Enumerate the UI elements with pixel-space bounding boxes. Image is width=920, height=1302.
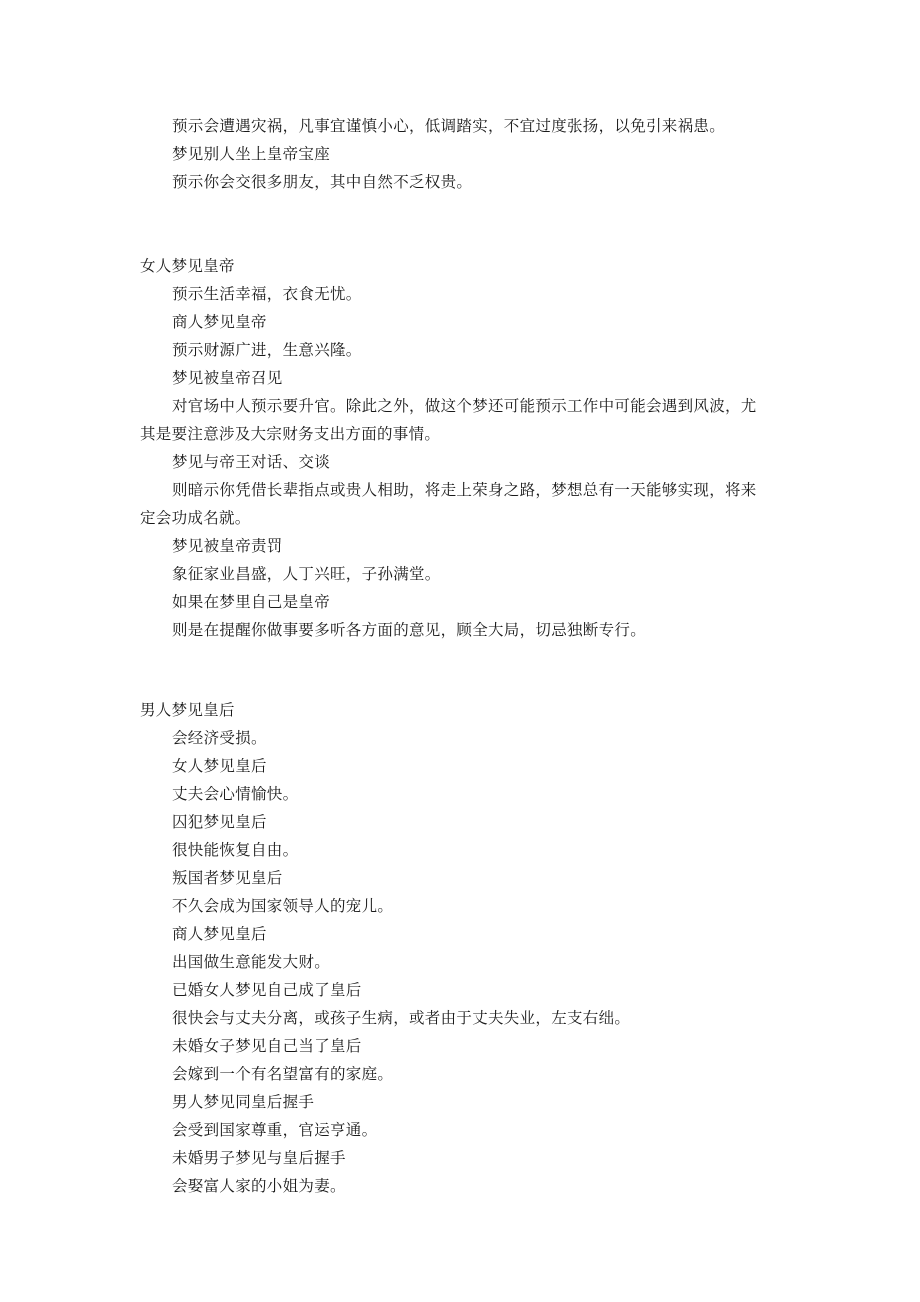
paragraph-line: 商人梦见皇后 (172, 925, 267, 943)
paragraph-line: 预示生活幸福，衣食无忧。 (172, 285, 362, 303)
paragraph-line: 其是要注意涉及大宗财务支出方面的事情。 (140, 425, 441, 443)
paragraph-line: 很快会与丈夫分离，或孩子生病，或者由于丈夫失业，左支右绌。 (172, 1009, 631, 1027)
paragraph-line: 女人梦见皇后 (172, 757, 267, 775)
paragraph-line: 囚犯梦见皇后 (172, 813, 267, 831)
paragraph-line: 则暗示你凭借长辈指点或贵人相助，将走上荣身之路，梦想总有一天能够实现，将来 (172, 481, 757, 499)
paragraph-line: 则是在提醒你做事要多听各方面的意见，顾全大局，切忌独断专行。 (172, 621, 647, 639)
paragraph-line: 会娶富人家的小姐为妻。 (172, 1177, 346, 1195)
paragraph-line: 对官场中人预示要升官。除此之外，做这个梦还可能预示工作中可能会遇到风波，尤 (172, 397, 757, 415)
paragraph-line: 梦见被皇帝责罚 (172, 537, 283, 555)
paragraph-line: 未婚女子梦见自己当了皇后 (172, 1037, 362, 1055)
paragraph-line: 定会功成名就。 (140, 509, 251, 527)
paragraph-line: 出国做生意能发大财。 (172, 953, 331, 971)
paragraph-line: 已婚女人梦见自己成了皇后 (172, 981, 362, 999)
paragraph-line: 男人梦见同皇后握手 (172, 1093, 315, 1111)
paragraph-line: 梦见别人坐上皇帝宝座 (172, 145, 331, 163)
paragraph-line: 梦见与帝王对话、交谈 (172, 453, 331, 471)
paragraph-line: 预示会遭遇灾祸，凡事宜谨慎小心，低调踏实，不宜过度张扬，以免引来祸患。 (172, 117, 726, 135)
section-heading: 女人梦见皇帝 (140, 257, 235, 275)
paragraph-line: 如果在梦里自己是皇帝 (172, 593, 331, 611)
paragraph-line: 预示财源广进，生意兴隆。 (172, 341, 362, 359)
paragraph-line: 商人梦见皇帝 (172, 313, 267, 331)
paragraph-line: 很快能恢复自由。 (172, 841, 299, 859)
paragraph-line: 丈夫会心情愉快。 (172, 785, 299, 803)
paragraph-line: 预示你会交很多朋友，其中自然不乏权贵。 (172, 173, 473, 191)
paragraph-line: 会嫁到一个有名望富有的家庭。 (172, 1065, 394, 1083)
paragraph-line: 未婚男子梦见与皇后握手 (172, 1149, 346, 1167)
paragraph-line: 不久会成为国家领导人的宠儿。 (172, 897, 394, 915)
paragraph-line: 象征家业昌盛，人丁兴旺，子孙满堂。 (172, 565, 441, 583)
paragraph-line: 会经济受损。 (172, 729, 267, 747)
paragraph-line: 会受到国家尊重，官运亨通。 (172, 1121, 378, 1139)
section-heading: 男人梦见皇后 (140, 701, 235, 719)
paragraph-line: 梦见被皇帝召见 (172, 369, 283, 387)
paragraph-line: 叛国者梦见皇后 (172, 869, 283, 887)
